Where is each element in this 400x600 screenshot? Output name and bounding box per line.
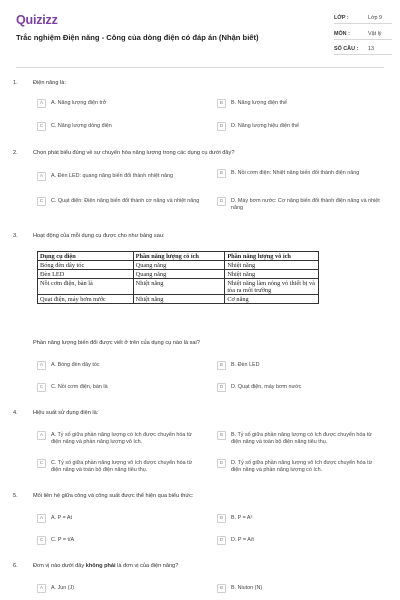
question-number: 6. — [13, 563, 18, 569]
option-letter-badge: C — [37, 459, 46, 468]
option-text: A. Đèn LED: quang năng biến đổi thành nhiệt năng — [51, 173, 173, 179]
question-number: 4. — [13, 410, 18, 416]
quizizz-logo[interactable] — [16, 13, 58, 27]
table-header-cell: Dụng cụ điện — [38, 252, 134, 261]
question-number: 3. — [13, 233, 18, 239]
option-text: C. Năng lượng dòng điện — [51, 123, 112, 129]
option-letter-badge: B — [217, 99, 226, 108]
option-text: D. Quạt điện, máy bơm nước — [231, 384, 302, 390]
question-text-start: Đơn vị nào dưới đây — [33, 563, 86, 569]
option-letter-badge: C — [37, 383, 46, 392]
table-header-cell: Phần năng lượng vô ích — [225, 252, 319, 261]
table-row — [38, 270, 319, 279]
option-letter-badge: C — [37, 536, 46, 545]
option-text: C. Tỷ số giữa phần năng lượng vô ích được chuyển hóa từ điện năng và toàn bộ điện năng tiêu thụ. — [51, 460, 193, 473]
question-subtext: Phần năng lượng biến đổi được viết ở trên của dụng cụ nào là sai? — [33, 340, 200, 346]
answer-option-b[interactable] — [217, 432, 382, 446]
energy-table — [37, 251, 319, 304]
table-row — [38, 261, 319, 270]
question-number: 5. — [13, 493, 18, 499]
meta-count-label: SỐ CÂU : — [334, 46, 359, 52]
option-letter-badge: C — [37, 122, 46, 131]
answer-option-d[interactable] — [217, 123, 382, 131]
option-text: A. Bóng đèn dây tóc — [51, 362, 100, 368]
option-text: B. Tỷ số giữa phần năng lượng có ích được chuyển hóa từ điện năng và toàn bộ điện năng tiêu thụ. — [231, 432, 372, 445]
option-letter-badge: D — [217, 383, 226, 392]
answer-option-d[interactable] — [217, 384, 382, 392]
table-cell: Bóng đèn dây tóc — [38, 261, 134, 270]
meta-grade-label: LỚP : — [334, 15, 349, 21]
meta-divider — [334, 39, 392, 40]
option-text: C. Quạt điện: Điện năng biến đổi thành cơ năng và nhiệt năng — [51, 198, 200, 204]
table-header-row — [38, 252, 319, 261]
option-text: A. P = At — [51, 515, 73, 521]
table-cell: Nhiệt năng — [133, 295, 225, 304]
option-text: C. Nồi cơm điện, bàn là — [51, 384, 108, 390]
option-letter-badge: A — [37, 172, 46, 181]
answer-option-c[interactable] — [37, 384, 202, 392]
answer-option-c[interactable] — [37, 460, 202, 474]
option-letter-badge: A — [37, 584, 46, 593]
option-text: B. Năng lượng điện thế — [231, 100, 287, 106]
table-cell: Quang năng — [133, 261, 225, 270]
option-letter-badge: A — [37, 99, 46, 108]
option-letter-badge: A — [37, 514, 46, 523]
option-letter-badge: A — [37, 431, 46, 440]
table-cell: Nhiệt năng — [225, 261, 319, 270]
question-text: Hoạt động của mỗi dụng cụ được cho như bảng sau: — [33, 233, 165, 239]
table-cell: Nhiệt năng làm nóng vỏ thiết bị và tỏa ra môi trường — [225, 279, 319, 295]
table-cell: Nhiệt năng — [225, 270, 319, 279]
answer-option-a[interactable] — [37, 362, 202, 370]
option-letter-badge: D — [217, 536, 226, 545]
worksheet-title: Trắc nghiệm Điện năng - Công của dòng điện có đáp án (Nhận biết) — [16, 33, 259, 42]
option-letter-badge: B — [217, 169, 226, 178]
question-text-end: là đơn vị của điện năng? — [115, 563, 179, 569]
option-letter-badge: C — [37, 197, 46, 206]
option-text: A. Tỷ số giữa phần năng lượng có ích được chuyển hóa từ điện năng và phần năng lượng vô ích. — [51, 432, 192, 445]
question-text-emphasis: không phải — [85, 563, 116, 569]
table-cell: Nhiệt năng — [133, 279, 225, 295]
option-text: D. Năng lượng hiệu điện thế — [231, 123, 299, 129]
option-letter-badge: D — [217, 122, 226, 131]
option-letter-badge: D — [217, 459, 226, 468]
option-letter-badge: B — [217, 514, 226, 523]
table-cell: Nồi cơm điện, bàn là — [38, 279, 134, 295]
option-text: B. P = A² — [231, 515, 253, 521]
table-cell: Quang năng — [133, 270, 225, 279]
table-row — [38, 279, 319, 295]
question-number: 2. — [13, 150, 18, 156]
answer-option-c[interactable] — [37, 123, 202, 131]
option-text: A. Năng lượng điện trở — [51, 100, 107, 106]
question-text: Mối liên hệ giữa công và công suất được thể hiện qua biểu thức: — [33, 493, 194, 499]
answer-option-b[interactable] — [217, 585, 382, 593]
answer-option-a[interactable] — [37, 100, 202, 108]
option-text: B. Đèn LED — [231, 362, 260, 368]
answer-option-a[interactable] — [37, 432, 202, 446]
option-text: C. P = t/A — [51, 537, 75, 543]
option-letter-badge: B — [217, 361, 226, 370]
answer-option-c[interactable] — [37, 537, 202, 545]
meta-subject-label: MÔN : — [334, 31, 350, 37]
meta-count-value: 13 — [368, 46, 374, 52]
meta-grade-value: Lớp 9 — [368, 15, 383, 21]
meta-divider — [334, 54, 392, 55]
option-text: B. Nồi cơm điện: Nhiệt năng biến đổi thành điện năng — [231, 170, 360, 176]
answer-option-d[interactable] — [217, 198, 382, 212]
answer-option-d[interactable] — [217, 460, 382, 474]
table-cell: Quạt điện, máy bơm nước — [38, 295, 134, 304]
answer-option-b[interactable] — [217, 100, 382, 108]
table-row — [38, 295, 319, 304]
answer-option-a[interactable] — [37, 515, 202, 523]
option-letter-badge: A — [37, 361, 46, 370]
question-number: 1. — [13, 80, 18, 86]
header-divider — [16, 67, 384, 68]
option-letter-badge: B — [217, 431, 226, 440]
option-text: A. Jun (J) — [51, 585, 75, 591]
option-text: D. P = A/t — [231, 537, 254, 543]
meta-subject-value: Vật lý — [368, 31, 382, 37]
option-text: D. Tỷ số giữa phần năng lượng vô ích được chuyển hóa từ điện năng và phần năng lượng có ích. — [231, 460, 373, 473]
answer-option-c[interactable] — [37, 198, 202, 206]
question-text: Hiệu suất sử dụng điện là: — [33, 410, 99, 416]
table-cell: Cơ năng — [225, 295, 319, 304]
meta-divider — [334, 23, 392, 24]
answer-option-a[interactable] — [37, 585, 202, 593]
question-text: Điện năng là: — [33, 80, 66, 86]
option-letter-badge: B — [217, 584, 226, 593]
answer-option-a[interactable] — [37, 173, 202, 181]
question-text — [33, 563, 178, 569]
answer-option-b[interactable] — [217, 515, 382, 523]
answer-option-d[interactable] — [217, 537, 382, 545]
table-cell: Đèn LED — [38, 270, 134, 279]
answer-option-b[interactable] — [217, 170, 382, 178]
option-text: B. Niuton (N) — [231, 585, 263, 591]
question-text: Chọn phát biểu đúng về sự chuyển hóa năng lượng trong các dụng cụ dưới đây? — [33, 150, 235, 156]
option-letter-badge: D — [217, 197, 226, 206]
logo-text: Quizizz — [16, 13, 58, 27]
option-text: D. Máy bơm nước: Cơ năng biến đổi thành điện năng và nhiệt năng — [231, 198, 380, 211]
answer-option-b[interactable] — [217, 362, 382, 370]
table-header-cell: Phần năng lượng có ích — [133, 252, 225, 261]
